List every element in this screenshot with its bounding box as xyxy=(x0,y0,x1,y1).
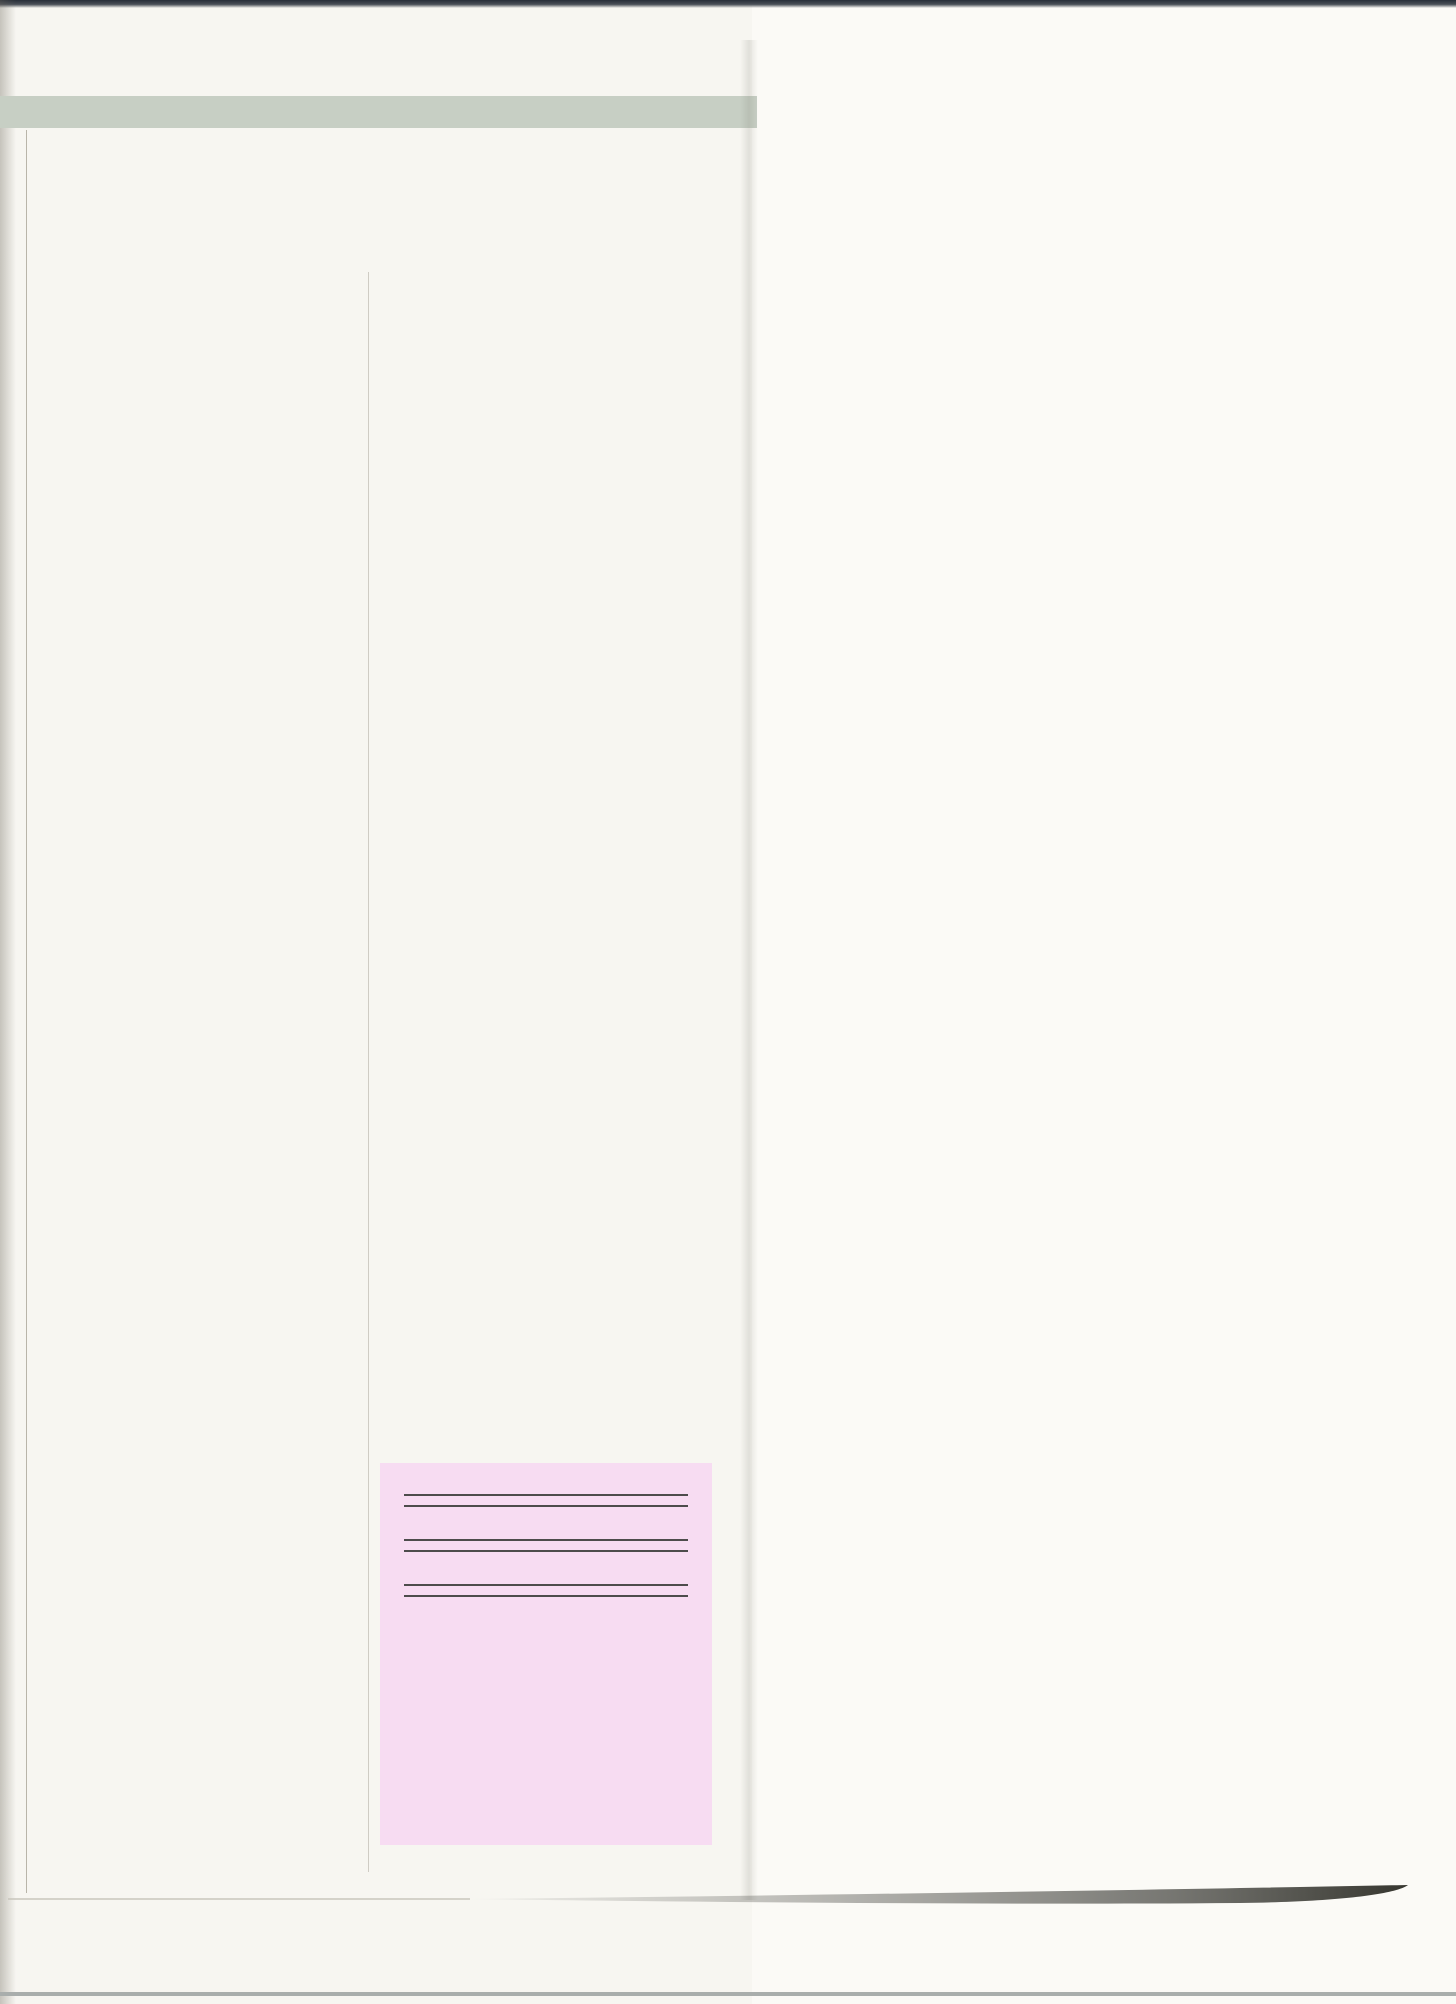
music-panel-background xyxy=(752,0,1456,2004)
divider-line xyxy=(404,1494,688,1496)
article-column-1 xyxy=(38,276,360,1896)
column-divider-line xyxy=(368,272,369,1872)
scan-edge-bottom xyxy=(0,1992,1456,1996)
divider-line xyxy=(404,1550,688,1552)
spacer xyxy=(398,1561,694,1575)
left-border-line xyxy=(26,130,27,1893)
divider-line xyxy=(404,1539,688,1541)
divider-line xyxy=(404,1505,688,1507)
scan-edge-top xyxy=(0,0,1456,8)
footer-divider-swoosh xyxy=(0,1884,1456,1924)
divider-line xyxy=(404,1595,688,1597)
article-column-2 xyxy=(386,276,735,1456)
page-fold-shadow xyxy=(740,40,758,1900)
divider-line xyxy=(404,1584,688,1586)
info-box xyxy=(380,1463,712,1845)
header-bar xyxy=(0,96,757,128)
spacer xyxy=(398,1516,694,1530)
scan-edge-left xyxy=(0,0,16,2004)
